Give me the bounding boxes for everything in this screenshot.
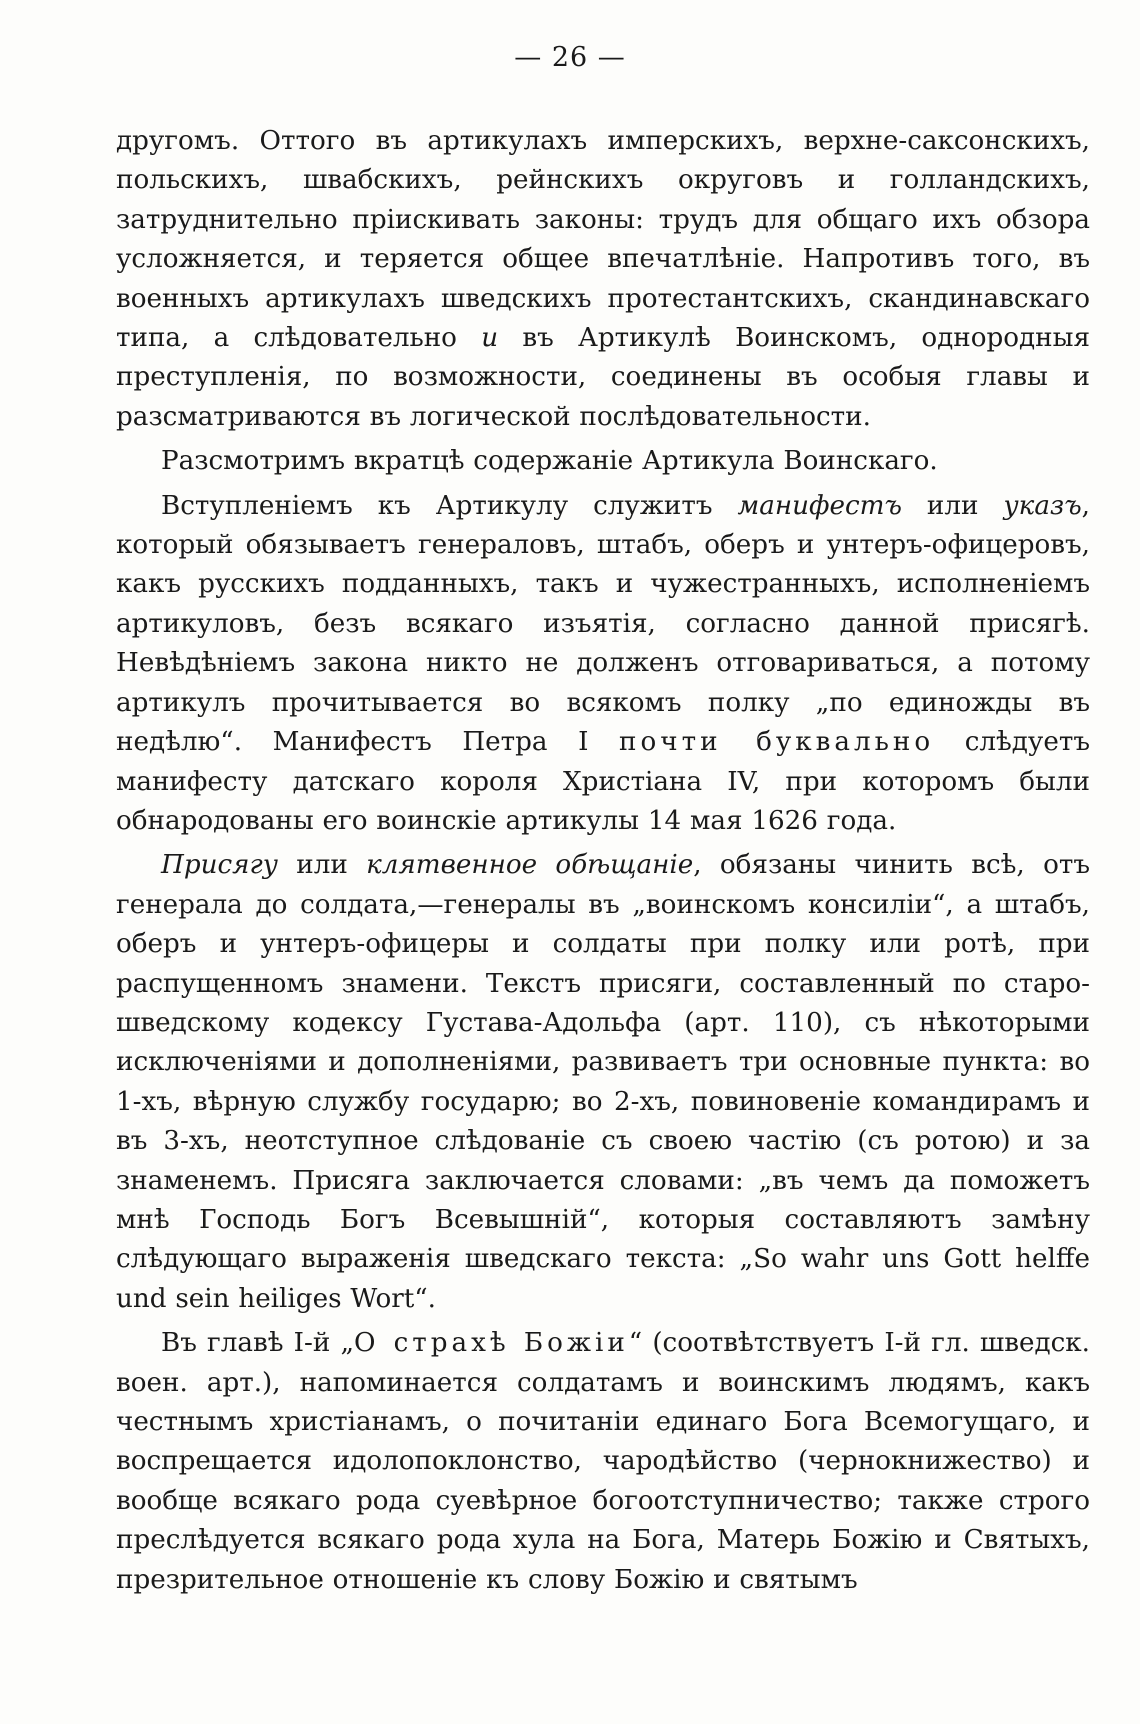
text-run: Въ главѣ I-й „: [161, 1328, 355, 1359]
paragraph: [116, 1324, 1090, 1600]
spaced-text: О страхѣ Божіи: [354, 1328, 629, 1359]
page-number: — 26 —: [514, 42, 626, 73]
paragraph: [116, 846, 1090, 1319]
italic-text: Присягу: [161, 850, 278, 881]
text-run: , обязаны чинить всѣ, отъ генерала до солдата,—генералы въ „воинскомъ консиліи“, а штабъ, оберъ и унтеръ-офицеры и солдаты при полку или ротѣ, при распущенномъ знамени. Текстъ присяги, составленный по старо-шведскому кодексу Густава-Адольфа (арт. 110), съ нѣкоторыми исключеніями и дополненіями, развиваетъ три основные пункта: во 1-хъ, вѣрную службу государю; во 2-хъ, повиновеніе командирамъ и въ 3-хъ, неотступное слѣдованіе съ своею частію (съ ротою) и за знаменемъ. Присяга заключается словами: „въ чемъ да поможетъ мнѣ Господь Богъ Всевышній“, которыя составляютъ замѣну слѣдующаго выраженія шведскаго текста: „So wahr uns Gott helffe und sein heiliges Wort“.: [116, 850, 1090, 1314]
paragraph: [116, 487, 1090, 842]
text-run: или: [277, 850, 367, 881]
paragraph: [116, 122, 1090, 437]
text-run: или: [901, 490, 1004, 521]
text-run: въ Артикулѣ Воинскомъ, однородныя преступленія, по возможности, соединены въ особыя главы и разсматриваются въ логической послѣдовательности.: [116, 323, 1090, 432]
paragraph: [116, 442, 1090, 481]
text-run: “ (соотвѣтствуетъ I-й гл. шведск. воен. арт.), напоминается солдатамъ и воинскимъ людямъ, какъ честнымъ христіанамъ, о почитаніи единаго Бога Всемогущаго, и воспрещается идолопоклонство, чародѣйство (чернокнижество) и вообще всякаго рода суевѣрное богоотступничество; также строго преслѣдуется всякаго рода хула на Бога, Матерь Божію и Святыхъ, презрительное отношеніе къ слову Божію и святымъ: [116, 1328, 1090, 1595]
italic-text: клятвенное обѣщаніе: [366, 850, 694, 881]
italic-text: указъ: [1003, 490, 1082, 521]
text-run: , который обязываетъ генераловъ, штабъ, оберъ и унтеръ-офицеровъ, какъ русскихъ подданныхъ, такъ и чужестранныхъ, исполненіемъ артикуловъ, безъ всякаго изъятія, согласно данной присягѣ. Невѣдѣніемъ закона никто не долженъ отговариваться, а потому артикулъ прочитывается во всякомъ полку „по единожды въ недѣлю“. Манифестъ Петра I: [116, 490, 1090, 758]
text-run: другомъ. Оттого въ артикулахъ имперскихъ, верхне-саксонскихъ, польскихъ, швабскихъ, рейнскихъ округовъ и голландскихъ, затруднительно пріискивать законы: трудъ для общаго ихъ обзора усложняется, и теряется общее впечатлѣніе. Напротивъ того, въ военныхъ артикулахъ шведскихъ протестантскихъ, скандинавскаго типа, а слѣдовательно: [116, 126, 1090, 354]
spaced-text: почти буквально: [619, 727, 935, 758]
italic-text: и: [481, 323, 499, 354]
body-text: [116, 122, 1090, 1605]
text-run: Разсмотримъ вкратцѣ содержаніе Артикула Воинскаго.: [161, 446, 938, 477]
text-run: Вступленіемъ къ Артикулу служитъ: [161, 490, 738, 521]
italic-text: манифестъ: [737, 490, 902, 521]
text-run: слѣдуетъ манифесту датскаго короля Христіана IV, при которомъ были обнародованы его воинскіе артикулы 14 мая 1626 года.: [116, 727, 1090, 836]
